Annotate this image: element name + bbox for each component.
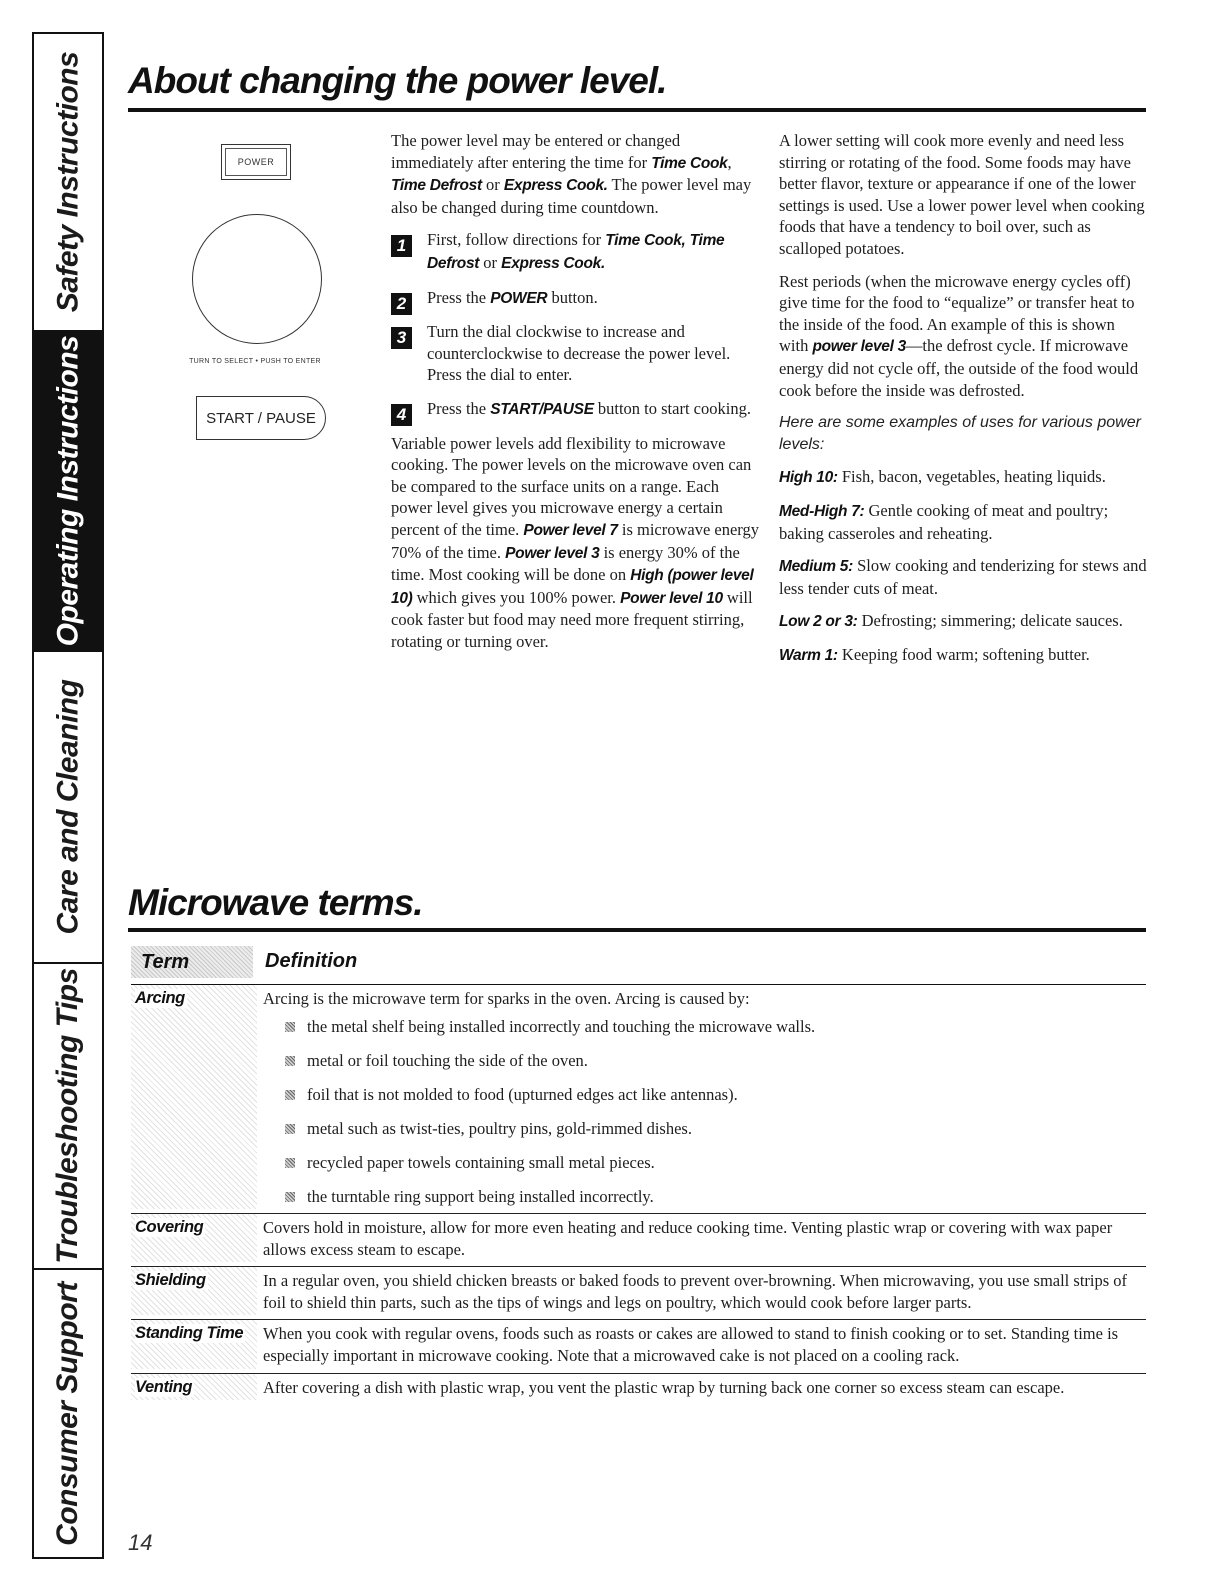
power-button-label: POWER (237, 157, 275, 167)
example-text: Slow cooking and tenderizing for stews and less tender cuts of meat. (779, 556, 1147, 598)
term-column-header: Term (131, 946, 253, 978)
text: or (481, 175, 504, 195)
intro-paragraph (391, 130, 761, 218)
power-notes-column (779, 130, 1147, 677)
tab-troubleshooting-tips[interactable] (34, 964, 102, 1270)
term-cell (131, 1267, 257, 1315)
title-rule (128, 928, 1146, 932)
text: Press the (427, 398, 491, 418)
tab-label: Operating Instructions (51, 335, 85, 647)
text: Turn the dial clockwise to increase and counterclockwise to decrease the power level. Press the dial to enter. (427, 322, 731, 385)
tab-label: Safety Instructions (51, 51, 84, 313)
table-row (131, 1320, 1146, 1373)
table-header (131, 940, 1146, 985)
example-high (779, 466, 1147, 489)
example-text: Keeping food warm; softening butter. (837, 644, 1090, 664)
emphasis: Express Cook. (503, 177, 608, 195)
term-label: Standing Time (135, 1324, 244, 1343)
example-label: Warm 1: (779, 646, 838, 664)
list-item: foil that is not molded to food (upturned edges act like antennas). (285, 1084, 1146, 1106)
step-2 (391, 287, 761, 313)
example-med-high (779, 500, 1147, 544)
text: Variable power levels add flexibility to microwave cooking. The power levels on the microwave oven can be compared to the surface units on a range. Each power level gives you microwave energy a certain percent of the time. (391, 433, 752, 539)
step-number: 2 (391, 293, 412, 315)
step-number: 4 (391, 404, 412, 426)
text: is energy 30% of the time. Most cooking will be done on (391, 542, 740, 585)
tab-label: Troubleshooting Tips (51, 968, 84, 1264)
dial-caption: TURN TO SELECT • PUSH TO ENTER (189, 358, 321, 365)
term-label: Venting (135, 1377, 193, 1396)
emphasis: Express Cook. (501, 254, 605, 272)
term-label: Shielding (135, 1271, 206, 1290)
start-pause-button-illustration (196, 396, 326, 440)
rest-periods-paragraph (779, 271, 1147, 402)
term-label: Arcing (135, 989, 185, 1007)
terms-table (131, 940, 1146, 1404)
tab-label: Care and Cleaning (51, 679, 84, 935)
text: The power level may also be changed during time countdown. (391, 175, 752, 217)
start-pause-label: START / PAUSE (206, 409, 316, 427)
term-cell (131, 1374, 257, 1401)
text: —the defrost cycle. If microwave energy did not cycle off, the outside of the food would cook before the inside was defrosted. (779, 336, 1139, 400)
emphasis: Power level 10 (620, 589, 723, 607)
lower-setting-paragraph: A lower setting will cook more evenly and need less stirring or rotating of the food. Some foods may have better flavor, texture or appearance if one of the lower settings is used. Use a lower power level when cooking foods that have a tendency to boil over, such as scalloped potatoes. (779, 131, 1145, 258)
emphasis: High (power level 10) (391, 567, 754, 607)
text: button to start cooking. (593, 398, 751, 418)
text: Rest periods (when the microwave energy cycles off) give time for the food to “equalize” or transfer heat to the inside of the food. An example of this is shown with (779, 271, 1135, 356)
emphasis: START/PAUSE (490, 400, 594, 418)
variable-power-paragraph (391, 433, 761, 653)
term-cell (131, 985, 257, 1209)
term-cell (131, 1320, 257, 1368)
text: First, follow directions for (427, 230, 606, 250)
power-instructions-column (391, 130, 761, 663)
emphasis: Time Cook (651, 154, 728, 172)
terms-section-title: Microwave terms. (128, 882, 423, 923)
step-1 (391, 229, 761, 274)
definition-cell (263, 985, 1146, 1213)
definition-cell: When you cook with regular ovens, foods such as roasts or cakes are allowed to stand to finish cooking or to set. Standing time is especially important in microwave cooking. Note that a microwaved cake is not placed on a cooling rack. (263, 1324, 1119, 1366)
tab-consumer-support[interactable] (34, 1270, 102, 1557)
definition-cell: Covers hold in moisture, allow for more even heating and reduce cooking time. Venting plastic wrap or covering with wax paper allows excess steam to escape. (263, 1218, 1113, 1259)
example-label: Medium 5: (779, 558, 853, 576)
step-number: 3 (391, 327, 412, 349)
text: will cook faster but food may need more frequent stirring, rotating or turning over. (391, 587, 753, 651)
list-item: the metal shelf being installed incorrectly and touching the microwave walls. (285, 1016, 1146, 1038)
example-warm (779, 644, 1147, 667)
emphasis: Time Defrost (391, 177, 482, 195)
definition-cell: In a regular oven, you shield chicken breasts or baked foods to prevent over-browning. When microwaving, you use small strips of foil to shield thin parts, such as the tips of wings and legs on poultry, which would cook before larger parts. (263, 1271, 1128, 1312)
table-row (131, 985, 1146, 1214)
step-number: 1 (391, 235, 412, 257)
text: or (479, 252, 502, 272)
emphasis: POWER (490, 289, 548, 307)
table-row (131, 1214, 1146, 1267)
text: , (727, 152, 732, 172)
table-row (131, 1374, 1146, 1405)
definition-cell: After covering a dish with plastic wrap, you vent the plastic wrap by turning back one corner so excess steam can escape. (263, 1377, 1065, 1397)
step-3 (391, 321, 761, 386)
table-row (131, 1267, 1146, 1320)
power-section-title: About changing the power level. (128, 60, 667, 101)
example-text: Gentle cooking of meat and poultry; baking casseroles and reheating. (779, 500, 1109, 543)
example-label: Low 2 or 3: (779, 613, 858, 631)
emphasis: Time Cook, (605, 232, 686, 250)
section-tabs (32, 32, 104, 1559)
term-cell (131, 1214, 257, 1262)
text: button. (547, 287, 598, 307)
step-4 (391, 398, 761, 424)
example-text: Fish, bacon, vegetables, heating liquids. (837, 467, 1106, 487)
list-item: metal such as twist-ties, poultry pins, gold-rimmed dishes. (285, 1118, 1146, 1140)
emphasis: Power level 3 (505, 544, 600, 562)
example-text: Defrosting; simmering; delicate sauces. (857, 611, 1123, 631)
list-item: the turntable ring support being installed incorrectly. (285, 1186, 1146, 1208)
text: which gives you 100% power. (412, 587, 621, 607)
definition-column-header: Definition (265, 950, 358, 972)
arcing-causes-list (263, 1016, 1146, 1208)
list-item: metal or foil touching the side of the oven. (285, 1050, 1146, 1072)
tab-label: Consumer Support (51, 1281, 85, 1546)
title-rule (128, 108, 1146, 112)
text: is microwave energy 70% of the time. (391, 519, 760, 562)
definition-text: Arcing is the microwave term for sparks in the oven. Arcing is caused by: (263, 989, 750, 1008)
example-low (779, 610, 1147, 633)
page-number: 14 (128, 1530, 153, 1555)
example-label: Med-High 7: (779, 502, 865, 520)
dial-illustration (192, 214, 322, 344)
examples-heading: Here are some examples of uses for various power levels: (779, 414, 1141, 453)
example-label: High 10: (779, 469, 838, 487)
text: The power level may be entered or changed immediately after entering the time for (391, 131, 681, 172)
term-label: Covering (135, 1218, 204, 1237)
tab-care-and-cleaning[interactable] (34, 652, 102, 964)
emphasis: power level 3 (812, 338, 906, 356)
emphasis: Time Defrost (427, 232, 725, 272)
tab-operating-instructions[interactable] (34, 332, 102, 652)
tab-safety-instructions[interactable] (34, 34, 102, 332)
example-medium (779, 555, 1147, 599)
list-item: recycled paper towels containing small metal pieces. (285, 1152, 1146, 1174)
emphasis: Power level 7 (523, 521, 618, 539)
text: Press the (427, 287, 491, 307)
power-button-illustration (221, 144, 291, 180)
